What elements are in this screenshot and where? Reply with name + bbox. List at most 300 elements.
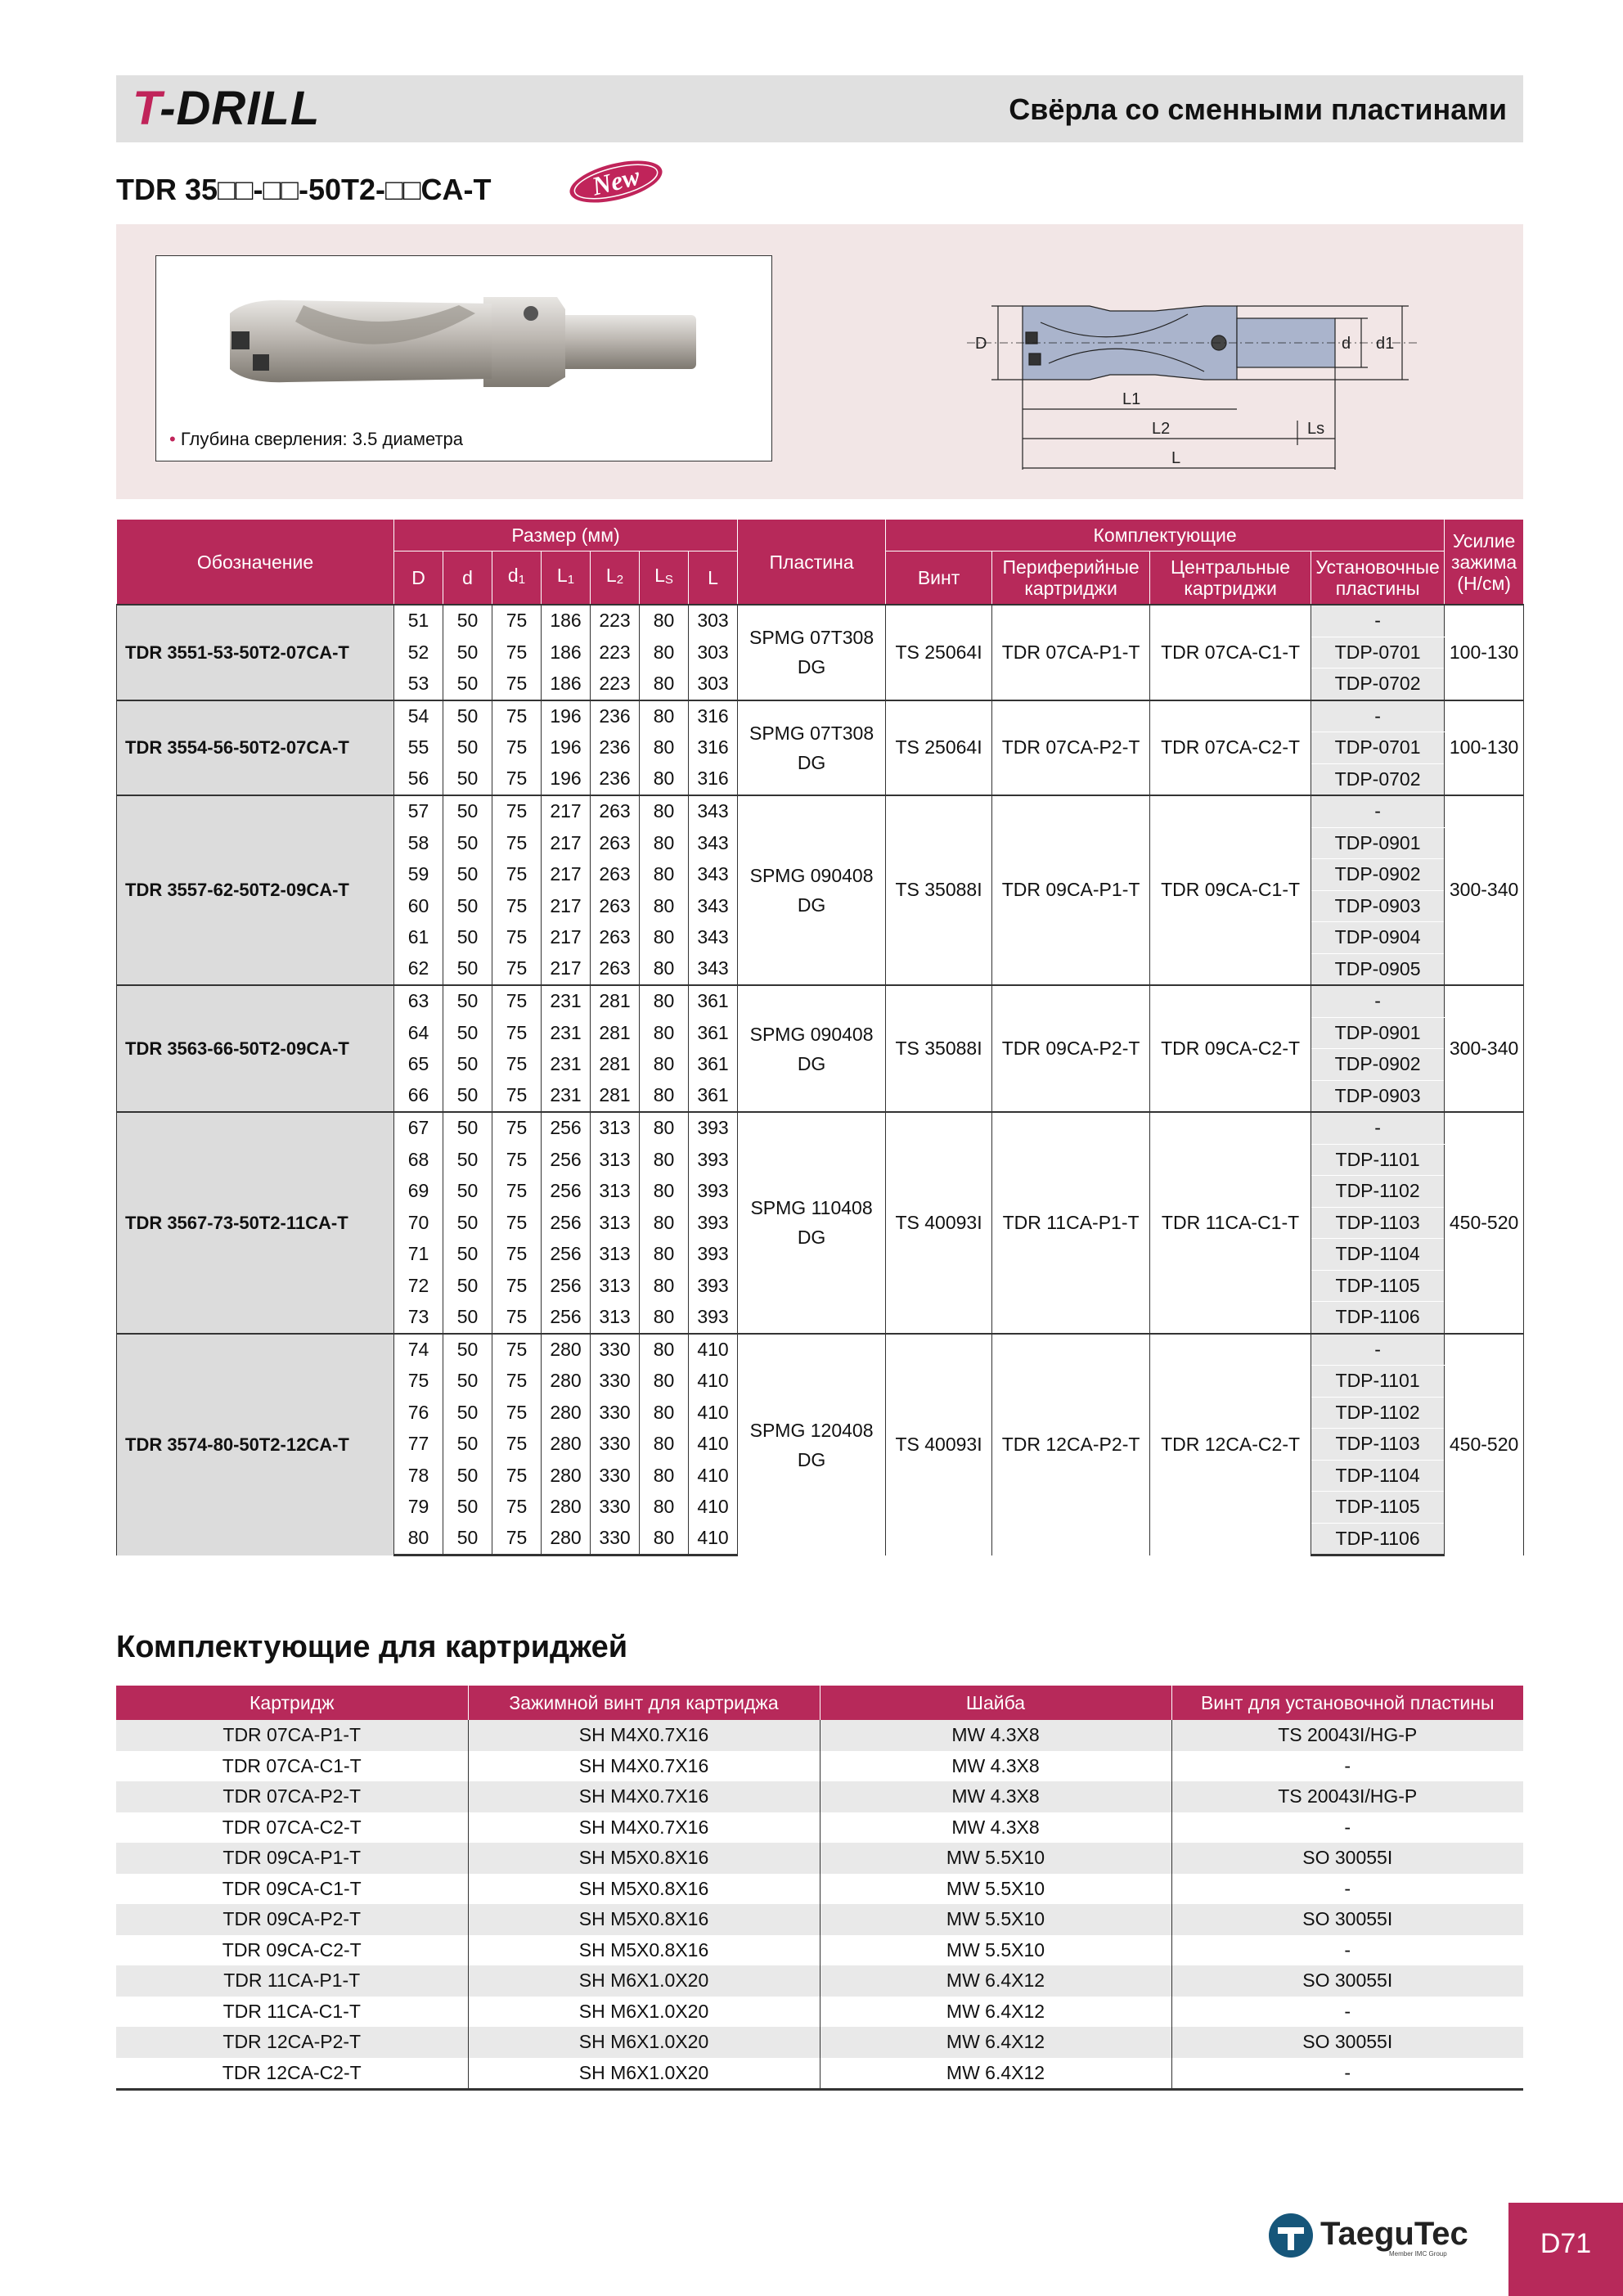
dim-d-cell: 67 (394, 1112, 443, 1144)
dim-l2-cell: 281 (591, 1049, 640, 1081)
dim-l-cell: 410 (689, 1334, 738, 1366)
setting-plate-cell: TDP-1105 (1311, 1270, 1445, 1302)
dim-l-cell: 361 (689, 985, 738, 1017)
dim-label-L2: L2 (1152, 420, 1171, 438)
dim-d-cell: 63 (394, 985, 443, 1017)
dim-d-cell: 50 (443, 1112, 492, 1144)
washer-cell: MW 6.4X12 (820, 2027, 1171, 2058)
dim-ls-cell: 80 (640, 1112, 689, 1144)
dim-d1-cell: 75 (492, 637, 542, 669)
dim-ls-cell: 80 (640, 922, 689, 954)
dim-ls-cell: 80 (640, 1049, 689, 1081)
setting-plate-cell: TDP-0702 (1311, 669, 1445, 700)
washer-cell: MW 4.3X8 (820, 1812, 1171, 1844)
dim-l1-cell: 217 (542, 953, 591, 985)
dim-d1-cell: 75 (492, 922, 542, 954)
model-code: TDR 35□□-□□-50T2-□□CA-T (116, 173, 492, 206)
dim-d-cell: 66 (394, 1080, 443, 1112)
drill-group (117, 700, 1524, 796)
col-designation: Обозначение (117, 520, 394, 606)
peripheral-cartridge-cell: TDR 09CA-P1-T (992, 795, 1150, 985)
dim-d-cell: 50 (443, 605, 492, 637)
designation-cell: TDR 3563-66-50T2-09CA-T (117, 985, 394, 1112)
setting-plate-cell: - (1311, 795, 1445, 827)
col-size: Размер (мм) (394, 520, 738, 551)
table-row (116, 2027, 1523, 2058)
dim-ls-cell: 80 (640, 1207, 689, 1239)
dim-d1-cell: 75 (492, 605, 542, 637)
dim-d1-cell: 75 (492, 953, 542, 985)
washer-cell: MW 5.5X10 (820, 1904, 1171, 1935)
cartridge-cell: TDR 11CA-C1-T (223, 2000, 361, 2022)
dim-d-cell: 50 (443, 795, 492, 827)
dim-ls-cell: 80 (640, 1080, 689, 1112)
dim-l1-cell: 256 (542, 1239, 591, 1271)
setting-plate-screw-cell: SO 30055I (1171, 1843, 1523, 1874)
table-row (117, 985, 1524, 1017)
dim-d-cell: 50 (443, 953, 492, 985)
dim-d1-cell: 75 (492, 1302, 542, 1334)
clamp-screw-cell: SH M4X0.7X16 (468, 1781, 820, 1812)
plate-grade: DG (797, 1052, 826, 1074)
dim-l1-cell: 280 (542, 1366, 591, 1398)
dim-d-cell: 70 (394, 1207, 443, 1239)
dim-d-cell: 50 (443, 1144, 492, 1176)
dim-l2-cell: 263 (591, 953, 640, 985)
dim-ls-cell: 80 (640, 985, 689, 1017)
setting-plate-cell: TDP-0902 (1311, 859, 1445, 891)
dim-d-cell: 50 (443, 1302, 492, 1334)
screw-cell: TS 40093I (886, 1334, 992, 1555)
dim-d1-cell: 75 (492, 1080, 542, 1112)
drill-group (117, 985, 1524, 1112)
setting-plate-cell: TDP-0903 (1311, 890, 1445, 922)
plate-grade: DG (797, 894, 826, 916)
dim-ls-cell: 80 (640, 1460, 689, 1492)
dim-l2-cell: 223 (591, 669, 640, 700)
clamping-force-cell: 100-130 (1445, 605, 1524, 700)
dim-l1-cell: 280 (542, 1460, 591, 1492)
col-setting-plates: Установочные пластины (1311, 551, 1445, 606)
dim-d1-cell: 75 (492, 890, 542, 922)
dim-ls-cell: 80 (640, 1017, 689, 1049)
setting-plate-screw-cell: - (1171, 1751, 1523, 1782)
dim-l1-cell: 231 (542, 985, 591, 1017)
clamp-screw-cell: SH M4X0.7X16 (468, 1751, 820, 1782)
dim-l2-cell: 330 (591, 1429, 640, 1461)
dim-l2-cell: 330 (591, 1492, 640, 1524)
table-row (117, 795, 1524, 827)
central-cartridge-cell: TDR 11CA-C1-T (1150, 1112, 1311, 1334)
dim-d-cell: 73 (394, 1302, 443, 1334)
central-cartridge-cell: TDR 07CA-C1-T (1150, 605, 1311, 700)
col-washer: Шайба (820, 1686, 1171, 1720)
setting-plate-cell: TDP-0904 (1311, 922, 1445, 954)
dim-l-cell: 410 (689, 1523, 738, 1555)
plate-code: SPMG 110408 (750, 1197, 873, 1219)
dim-l-cell: 393 (689, 1239, 738, 1271)
setting-plate-cell: - (1311, 700, 1445, 732)
dim-l1-cell: 256 (542, 1112, 591, 1144)
dim-ls-cell: 80 (640, 763, 689, 795)
dim-l2-cell: 281 (591, 1080, 640, 1112)
designation-cell: TDR 3551-53-50T2-07CA-T (117, 605, 394, 700)
col-peripheral-cartridges: Периферийные картриджи (992, 551, 1150, 606)
dim-l-cell: 393 (689, 1207, 738, 1239)
dim-d1-cell: 75 (492, 985, 542, 1017)
washer-cell: MW 6.4X12 (820, 2058, 1171, 2090)
dim-l1-cell: 256 (542, 1207, 591, 1239)
dim-d-cell: 59 (394, 859, 443, 891)
dim-ls-cell: 80 (640, 1492, 689, 1524)
col-screw: Винт (886, 551, 992, 606)
dim-d-cell: 65 (394, 1049, 443, 1081)
setting-plate-screw-cell: - (1171, 1812, 1523, 1844)
dim-l-cell: 393 (689, 1302, 738, 1334)
dim-l2-cell: 313 (591, 1207, 640, 1239)
dim-l-cell: 393 (689, 1176, 738, 1208)
table-row (116, 1720, 1523, 1751)
drill-photo (214, 281, 737, 403)
plate-code: SPMG 07T308 (749, 627, 874, 649)
clamp-screw-cell: SH M5X0.8X16 (468, 1935, 820, 1966)
plate-code: SPMG 120408 (749, 1419, 874, 1441)
screw-cell: TS 25064I (886, 700, 992, 796)
new-badge (566, 155, 666, 208)
cartridge-cell: TDR 07CA-P1-T (116, 1720, 468, 1751)
washer-cell: MW 5.5X10 (820, 1935, 1171, 1966)
setting-plate-screw-cell: - (1171, 2058, 1523, 2090)
page-number: D71 (1508, 2203, 1623, 2296)
dim-d-cell: 53 (394, 669, 443, 700)
col-plate: Пластина (738, 520, 886, 606)
clamp-screw-cell: SH M5X0.8X16 (468, 1874, 820, 1905)
dim-l-cell: 303 (689, 637, 738, 669)
taegutec-logo (1266, 2211, 1479, 2268)
dim-label-d1: d1 (1376, 335, 1395, 353)
dim-d-cell: 52 (394, 637, 443, 669)
washer-cell: MW 6.4X12 (820, 1997, 1171, 2028)
dim-l1-cell: 256 (542, 1270, 591, 1302)
dim-d-cell: 61 (394, 922, 443, 954)
dim-l1-cell: 231 (542, 1017, 591, 1049)
dim-l-cell: 410 (689, 1492, 738, 1524)
dim-ls-cell: 80 (640, 1176, 689, 1208)
dim-l1-cell: 196 (542, 700, 591, 732)
dim-l2-cell: 313 (591, 1112, 640, 1144)
setting-plate-screw-cell: - (1171, 1874, 1523, 1905)
cartridge-cell: TDR 07CA-C2-T (222, 1816, 362, 1838)
new-badge-label: New (588, 160, 643, 201)
dim-d-cell: 50 (443, 1176, 492, 1208)
washer-cell: MW 4.3X8 (820, 1751, 1171, 1782)
dim-d-cell: 50 (443, 1523, 492, 1555)
col-L1: $L_1$ (542, 551, 591, 606)
dim-l-cell: 303 (689, 669, 738, 700)
setting-plate-cell: TDP-1106 (1311, 1523, 1445, 1555)
dim-l2-cell: 236 (591, 732, 640, 764)
dim-l-cell: 410 (689, 1460, 738, 1492)
clamping-force-cell: 100-130 (1445, 700, 1524, 796)
dim-d1-cell: 75 (492, 1176, 542, 1208)
table-row (117, 605, 1524, 637)
dim-d-cell: 50 (443, 1270, 492, 1302)
product-photo-box (155, 255, 772, 461)
table-row (116, 1874, 1523, 1905)
dim-d1-cell: 75 (492, 1366, 542, 1398)
dim-l1-cell: 186 (542, 637, 591, 669)
designation-cell: TDR 3567-73-50T2-11CA-T (117, 1112, 394, 1334)
col-L2: $L_2$ (591, 551, 640, 606)
setting-plate-cell: TDP-0905 (1311, 953, 1445, 985)
col-cartridge: Картридж (116, 1686, 468, 1720)
setting-plate-cell: TDP-1106 (1311, 1302, 1445, 1334)
dim-d-cell: 68 (394, 1144, 443, 1176)
dim-d-cell: 50 (443, 1080, 492, 1112)
dim-d-cell: 50 (443, 1334, 492, 1366)
dim-ls-cell: 80 (640, 890, 689, 922)
dim-d-cell: 56 (394, 763, 443, 795)
dim-d1-cell: 75 (492, 1460, 542, 1492)
dim-label-d: d (1342, 335, 1351, 353)
dim-l1-cell: 231 (542, 1049, 591, 1081)
dim-ls-cell: 80 (640, 953, 689, 985)
dim-l1-cell: 196 (542, 763, 591, 795)
dim-d-cell: 50 (443, 1397, 492, 1429)
setting-plate-cell: TDP-0903 (1311, 1080, 1445, 1112)
dim-l1-cell: 196 (542, 732, 591, 764)
dim-d-cell: 74 (394, 1334, 443, 1366)
dim-l2-cell: 263 (591, 922, 640, 954)
cartridge-cell: TDR 12CA-P2-T (116, 2027, 468, 2058)
dim-d-cell: 50 (443, 700, 492, 732)
table-row (116, 1904, 1523, 1935)
cartridge-cell: TDR 07CA-P2-T (116, 1781, 468, 1812)
dim-l1-cell: 217 (542, 859, 591, 891)
brand-sub: Member IMC Group (1389, 2250, 1447, 2258)
dim-d1-cell: 75 (492, 1144, 542, 1176)
drill-group (117, 1112, 1524, 1334)
clamp-screw-cell: SH M4X0.7X16 (468, 1812, 820, 1844)
dim-ls-cell: 80 (640, 1366, 689, 1398)
dim-d1-cell: 75 (492, 669, 542, 700)
setting-plate-cell: TDP-1101 (1311, 1144, 1445, 1176)
dim-l1-cell: 217 (542, 827, 591, 859)
cartridge-cell: TDR 09CA-C1-T (222, 1877, 362, 1899)
dim-l-cell: 343 (689, 953, 738, 985)
page-header (116, 75, 1523, 142)
dim-l-cell: 343 (689, 922, 738, 954)
dim-d1-cell: 75 (492, 1523, 542, 1555)
figure-band (116, 224, 1523, 499)
dim-d-cell: 50 (443, 859, 492, 891)
clamping-force-cell: 300-340 (1445, 985, 1524, 1112)
cartridge-cell: TDR 12CA-C2-T (116, 2058, 468, 2090)
plate-grade: DG (797, 656, 826, 678)
dim-l-cell: 303 (689, 605, 738, 637)
drill-spec-table (116, 519, 1524, 1556)
dim-l2-cell: 223 (591, 605, 640, 637)
dim-l2-cell: 281 (591, 985, 640, 1017)
dim-d-cell: 62 (394, 953, 443, 985)
dim-d-cell: 50 (443, 922, 492, 954)
col-d1: $d_1$ (492, 551, 542, 606)
dim-d-cell: 50 (443, 637, 492, 669)
dim-d-cell: 58 (394, 827, 443, 859)
setting-plate-cell: TDP-1104 (1311, 1460, 1445, 1492)
dim-l1-cell: 256 (542, 1302, 591, 1334)
dim-d1-cell: 75 (492, 1397, 542, 1429)
drill-group (117, 795, 1524, 985)
dim-d1-cell: 75 (492, 1334, 542, 1366)
dim-l1-cell: 186 (542, 669, 591, 700)
col-clamp-screw: Зажимной винт для картриджа (468, 1686, 820, 1720)
setting-plate-cell: - (1311, 605, 1445, 637)
central-cartridge-cell: TDR 09CA-C1-T (1150, 795, 1311, 985)
setting-plate-cell: TDP-0901 (1311, 827, 1445, 859)
table-row (117, 700, 1524, 732)
peripheral-cartridge-cell: TDR 11CA-P1-T (992, 1112, 1150, 1334)
dim-d1-cell: 75 (492, 1239, 542, 1271)
clamp-screw-cell: SH M6X1.0X20 (468, 1965, 820, 1997)
dim-ls-cell: 80 (640, 1334, 689, 1366)
setting-plate-cell: TDP-1102 (1311, 1176, 1445, 1208)
dim-l1-cell: 280 (542, 1523, 591, 1555)
table-row (117, 1112, 1524, 1144)
dim-l2-cell: 330 (591, 1460, 640, 1492)
dim-d-cell: 78 (394, 1460, 443, 1492)
plate-cell (738, 1112, 886, 1334)
dim-l-cell: 343 (689, 890, 738, 922)
dim-l1-cell: 280 (542, 1429, 591, 1461)
dim-d-cell: 60 (394, 890, 443, 922)
plate-cell (738, 1334, 886, 1555)
dim-d-cell: 50 (443, 1017, 492, 1049)
dim-d1-cell: 75 (492, 859, 542, 891)
dim-d-cell: 71 (394, 1239, 443, 1271)
clamp-screw-cell: SH M5X0.8X16 (468, 1843, 820, 1874)
dim-l2-cell: 281 (591, 1017, 640, 1049)
table-row (116, 1751, 1523, 1782)
setting-plate-screw-cell: TS 20043I/HG-P (1171, 1720, 1523, 1751)
table-row (116, 1812, 1523, 1844)
dim-d-cell: 50 (443, 1366, 492, 1398)
washer-cell: MW 5.5X10 (820, 1874, 1171, 1905)
dim-l-cell: 361 (689, 1080, 738, 1112)
setting-plate-cell: TDP-0702 (1311, 763, 1445, 795)
plate-code: SPMG 090408 (749, 1023, 874, 1045)
dim-d-cell: 57 (394, 795, 443, 827)
table-row (116, 2058, 1523, 2090)
screw-cell: TS 35088I (886, 795, 992, 985)
drill-group (117, 605, 1524, 700)
setting-plate-cell: TDP-0902 (1311, 1049, 1445, 1081)
dim-d-cell: 75 (394, 1366, 443, 1398)
setting-plate-cell: TDP-0901 (1311, 1017, 1445, 1049)
plate-cell (738, 795, 886, 985)
central-cartridge-cell: TDR 07CA-C2-T (1150, 700, 1311, 796)
dim-ls-cell: 80 (640, 669, 689, 700)
dim-d-cell: 50 (443, 1049, 492, 1081)
drilling-depth-note: • Глубина сверления: 3.5 диаметра (169, 429, 464, 449)
screw-cell: TS 40093I (886, 1112, 992, 1334)
dim-ls-cell: 80 (640, 1144, 689, 1176)
peripheral-cartridge-cell: TDR 09CA-P2-T (992, 985, 1150, 1112)
dim-ls-cell: 80 (640, 732, 689, 764)
dim-l-cell: 343 (689, 859, 738, 891)
dim-d1-cell: 75 (492, 1112, 542, 1144)
setting-plate-cell: TDP-1104 (1311, 1239, 1445, 1271)
clamping-force-cell: 450-520 (1445, 1334, 1524, 1555)
dim-d-cell: 50 (443, 763, 492, 795)
central-cartridge-cell: TDR 12CA-C2-T (1150, 1334, 1311, 1555)
dim-l1-cell: 231 (542, 1080, 591, 1112)
setting-plate-screw-cell: - (1171, 1997, 1523, 2028)
dim-l-cell: 343 (689, 795, 738, 827)
washer-cell: MW 5.5X10 (820, 1843, 1171, 1874)
plate-code: SPMG 07T308 (749, 722, 874, 744)
clamp-screw-cell: SH M4X0.7X16 (468, 1720, 820, 1751)
cartridge-cell: TDR 09CA-P2-T (116, 1904, 468, 1935)
dim-d1-cell: 75 (492, 1492, 542, 1524)
dim-d-cell: 50 (443, 1207, 492, 1239)
setting-plate-screw-cell: - (1171, 1935, 1523, 1966)
plate-cell (738, 700, 886, 796)
dim-l-cell: 316 (689, 763, 738, 795)
dim-l1-cell: 280 (542, 1492, 591, 1524)
cartridge-cell: TDR 09CA-C2-T (222, 1938, 362, 1961)
dim-d-cell: 77 (394, 1429, 443, 1461)
dim-d-cell: 50 (443, 669, 492, 700)
dim-ls-cell: 80 (640, 1302, 689, 1334)
dim-d1-cell: 75 (492, 827, 542, 859)
clamp-screw-cell: SH M6X1.0X20 (468, 1997, 820, 2028)
drill-group (117, 1334, 1524, 1555)
col-LS: $L_S$ (640, 551, 689, 606)
dim-ls-cell: 80 (640, 605, 689, 637)
dim-d-cell: 55 (394, 732, 443, 764)
washer-cell: MW 6.4X12 (820, 1965, 1171, 1997)
dim-l1-cell: 217 (542, 795, 591, 827)
dim-d-cell: 79 (394, 1492, 443, 1524)
dim-l1-cell: 186 (542, 605, 591, 637)
table-row (117, 1334, 1524, 1366)
dim-d-cell: 54 (394, 700, 443, 732)
table-row (116, 1965, 1523, 1997)
dim-ls-cell: 80 (640, 859, 689, 891)
setting-plate-cell: - (1311, 1334, 1445, 1366)
dim-l2-cell: 330 (591, 1366, 640, 1398)
central-cartridge-cell: TDR 09CA-C2-T (1150, 985, 1311, 1112)
dim-d1-cell: 75 (492, 1270, 542, 1302)
brand-name: TaeguTec (1320, 2216, 1468, 2252)
dim-l-cell: 361 (689, 1049, 738, 1081)
dim-l1-cell: 256 (542, 1176, 591, 1208)
dim-ls-cell: 80 (640, 1270, 689, 1302)
col-D: D (394, 551, 443, 606)
table-row (116, 1997, 1523, 2028)
dim-d-cell: 50 (443, 1239, 492, 1271)
col-d: d (443, 551, 492, 606)
setting-plate-cell: TDP-0701 (1311, 637, 1445, 669)
dim-l1-cell: 280 (542, 1397, 591, 1429)
dim-l2-cell: 263 (591, 890, 640, 922)
col-setting-plate-screw: Винт для установочной пластины (1171, 1686, 1523, 1720)
setting-plate-cell: - (1311, 1112, 1445, 1144)
table-row (116, 1843, 1523, 1874)
dim-d1-cell: 75 (492, 732, 542, 764)
clamp-screw-cell: SH M5X0.8X16 (468, 1904, 820, 1935)
